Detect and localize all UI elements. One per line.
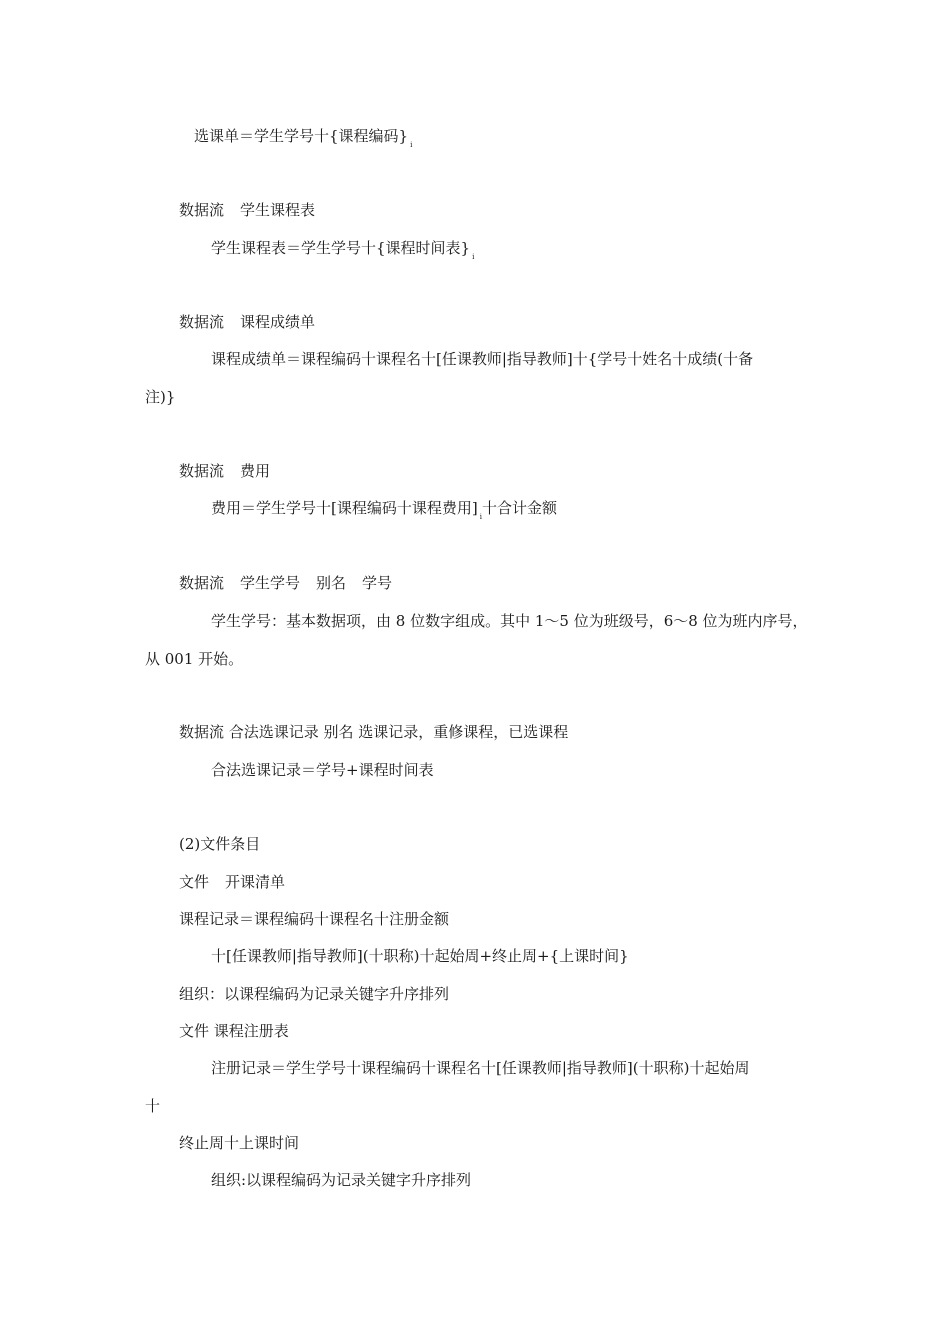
text-span: 学生课程表 bbox=[240, 201, 316, 219]
text-line: 终止周十上课时间 bbox=[179, 1134, 300, 1152]
text-span: 别名 bbox=[316, 574, 347, 592]
subscript: i bbox=[472, 253, 475, 261]
text-line bbox=[194, 126, 412, 155]
text-span: 数据流 bbox=[179, 313, 225, 331]
text-span: 费用 bbox=[240, 462, 271, 480]
text-span: 课程成绩单 bbox=[240, 313, 316, 331]
text-span: 文件 bbox=[179, 873, 210, 891]
text-span: 数据流 bbox=[179, 201, 225, 219]
text-span: 数据流 bbox=[179, 462, 225, 480]
section-heading bbox=[179, 312, 315, 332]
text-span: 学生学号 bbox=[240, 574, 301, 592]
section-heading bbox=[179, 872, 285, 892]
text-line: 学生学号：基本数据项，由 8 位数字组成。其中 1～5 位为班级号，6～8 位为班内序号， bbox=[211, 612, 808, 630]
text-line: 合法选课记录＝学号+课程时间表 bbox=[211, 761, 434, 779]
subscript: i bbox=[479, 513, 482, 521]
text-span: 数据流 bbox=[179, 574, 225, 592]
section-heading bbox=[179, 573, 392, 593]
text-line: 课程记录＝课程编码十课程名十注册金额 bbox=[179, 910, 450, 928]
section-heading bbox=[179, 461, 270, 481]
text-span: 开课清单 bbox=[225, 873, 286, 891]
section-heading: 文件 课程注册表 bbox=[179, 1022, 289, 1040]
text-line: 注册记录＝学生学号十课程编码十课程名十[任课教师|指导教师](十职称)十起始周 bbox=[211, 1059, 750, 1077]
section-heading bbox=[179, 200, 315, 220]
text-span: 选课单＝学生学号十{课程编码} bbox=[194, 127, 409, 145]
text-line: 组织：以课程编码为记录关键字升序排列 bbox=[179, 985, 450, 1003]
text-line: 十[任课教师|指导教师](十职称)十起始周+终止周+{上课时间} bbox=[211, 947, 629, 965]
text-line: 从 001 开始。 bbox=[145, 650, 244, 668]
text-line bbox=[211, 238, 474, 267]
subscript: i bbox=[410, 141, 413, 149]
text-span: 学号 bbox=[362, 574, 393, 592]
text-line bbox=[211, 498, 557, 527]
section-heading: (2)文件条目 bbox=[179, 835, 261, 853]
text-span: 学生课程表＝学生学号十{课程时间表} bbox=[211, 239, 471, 257]
text-line: 十 bbox=[145, 1097, 161, 1115]
text-line: 课程成绩单＝课程编码十课程名十[任课教师|指导教师]十{学号十姓名十成绩(十备 bbox=[211, 350, 754, 368]
section-heading: 数据流 合法选课记录 别名 选课记录，重修课程，已选课程 bbox=[179, 723, 569, 741]
text-span: 十合计金额 bbox=[481, 499, 557, 517]
text-span: 费用＝学生学号十[课程编码十课程费用] bbox=[211, 499, 478, 517]
text-line: 组织:以课程编码为记录关键字升序排列 bbox=[211, 1171, 472, 1189]
text-line: 注)} bbox=[145, 388, 176, 406]
